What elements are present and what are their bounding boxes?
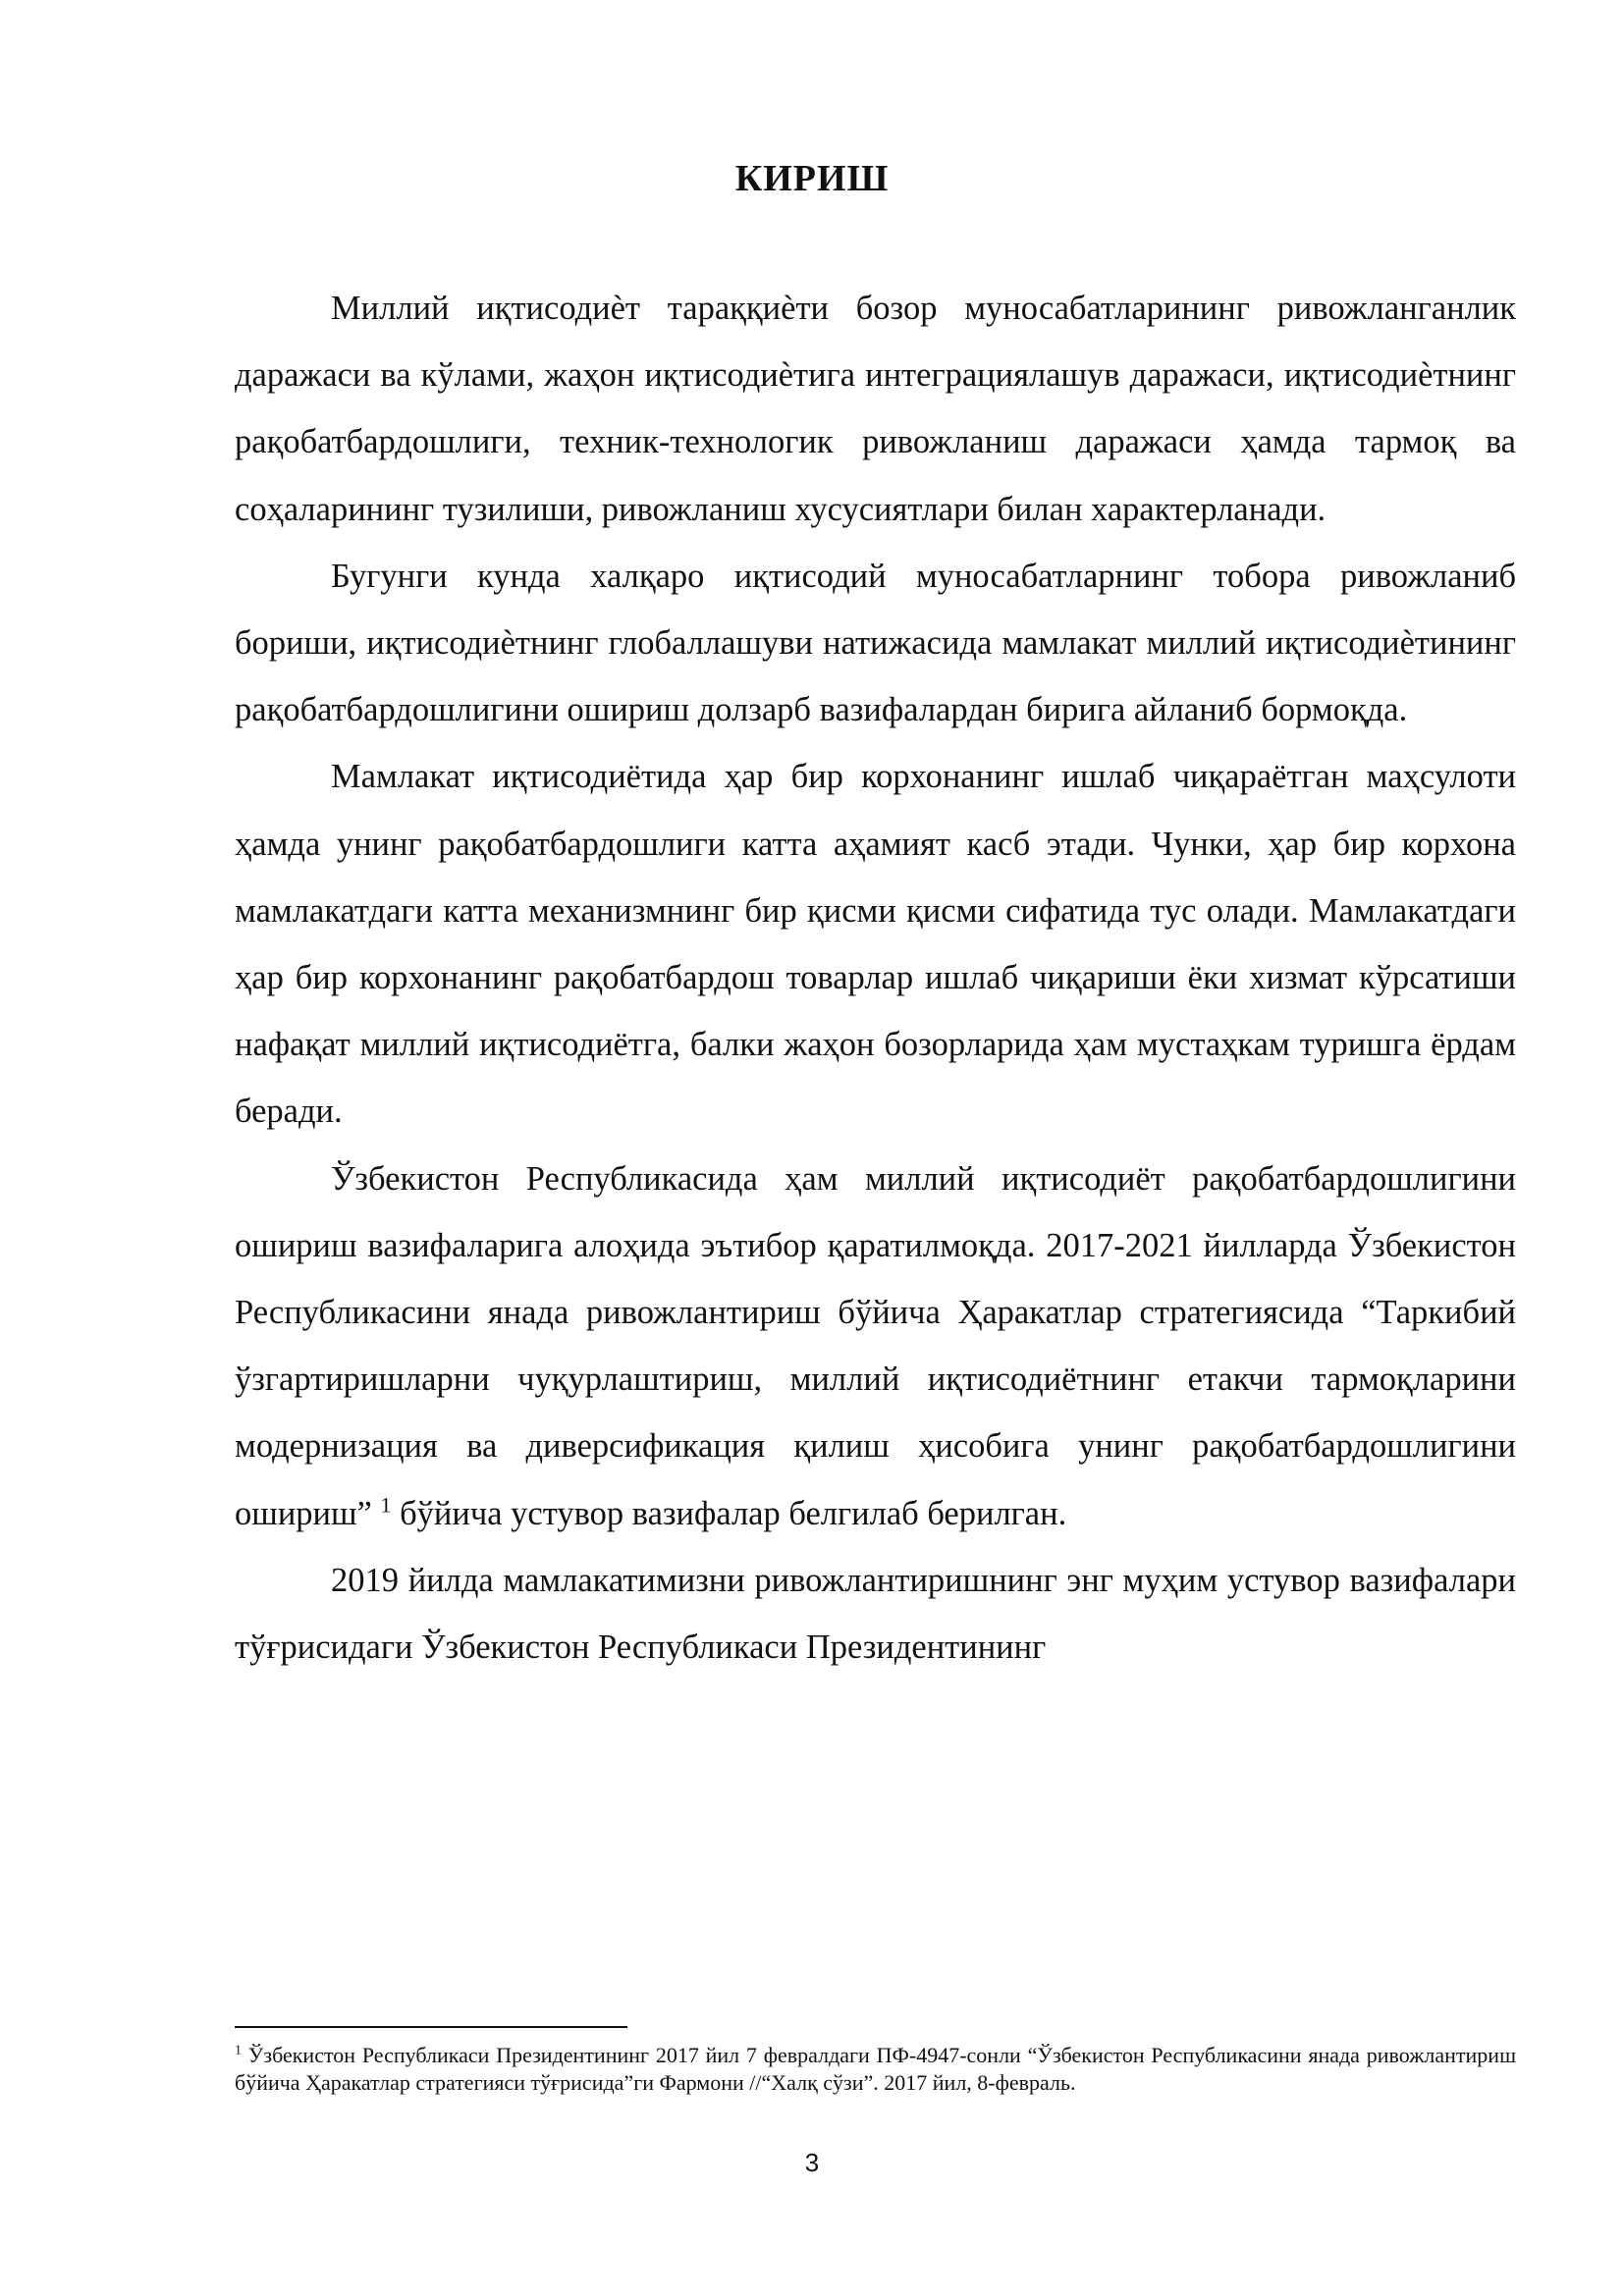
paragraph-4	[235, 1146, 1516, 1547]
footnote-text: Ўзбекистон Республикаси Президентининг 2017 йил 7 февралдаги ПФ-4947-сонли “Ўзбекистон Республикасини янада ривожлантириш бўйича Ҳаракатлар стратегияси тўғрисида”ги Фармони //“Халқ сўзи”. 2017 йил, 8-февраль.	[235, 2043, 1517, 2095]
section-heading: КИРИШ	[734, 158, 890, 199]
footnote-marker: 1	[235, 2043, 242, 2058]
paragraph-1: Миллий иқтисодиѐт тараққиѐти бозор муносабатларининг ривожланганлик даражаси ва кўлами, жаҳон иқтисодиѐтига интеграциялашув даражаси, иқтисодиѐтнинг рақобатбардошлиги, техник-технологик ривожланиш даражаси ҳамда тармоқ ва соҳаларининг тузилиши, ривожланиш хусусиятлари билан характерланади.	[235, 290, 1516, 528]
page-number: 3	[804, 2148, 820, 2177]
footnote-reference[interactable]: 1	[380, 1492, 392, 1518]
paragraph-4-text-before-note: Ўзбекистон Республикасида ҳам миллий иқтисодиёт рақобатбардошлигини ошириш вазифаларига алоҳида эътибор қаратилмоқда. 2017-2021 йилларда Ўзбекистон Республикасини янада ривожлантириш бўйича Ҳаракатлар стратегиясида “Таркибий ўзгартиришларни чуқурлаштириш, миллий иқтисодиётнинг етакчи тармоқларини модернизация ва диверсификация қилиш ҳисобига унинг рақобатбардошлигини ошириш”	[235, 1159, 1516, 1532]
footnote	[235, 2042, 1516, 2097]
body-text	[235, 275, 1516, 1681]
footnote-separator	[235, 2026, 627, 2028]
paragraph-4-text-after-note: бўйича устувор вазифалар белгилаб берилган.	[400, 1494, 1067, 1532]
paragraph-2: Бугунги кунда халқаро иқтисодий муносабатларнинг тобора ривожланиб бориши, иқтисодиѐтнинг глобаллашуви натижасида мамлакат миллий иқтисодиѐтининг рақобатбардошлигини ошириш долзарб вазифалардан бирига айланиб бормоқда.	[235, 557, 1516, 729]
paragraph-5: 2019 йилда мамлакатимизни ривожлантиришнинг энг муҳим устувор вазифалари тўғрисидаги Ўзбекистон Республикаси Президентининг	[235, 1561, 1516, 1667]
paragraph-3: Мамлакат иқтисодиётида ҳар бир корхонанинг ишлаб чиқараётган маҳсулоти ҳамда унинг рақобатбардошлиги катта аҳамият касб этади. Чунки, ҳар бир корхона мамлакатдаги катта механизмнинг бир қисми қисми сифатида тус олади. Мамлакатдаги ҳар бир корхонанинг рақобатбардош товарлар ишлаб чиқариши ёки хизмат кўрсатиши нафақат миллий иқтисодиётга, балки жаҳон бозорларида ҳам мустаҳкам туришга ёрдам беради.	[235, 758, 1516, 1131]
